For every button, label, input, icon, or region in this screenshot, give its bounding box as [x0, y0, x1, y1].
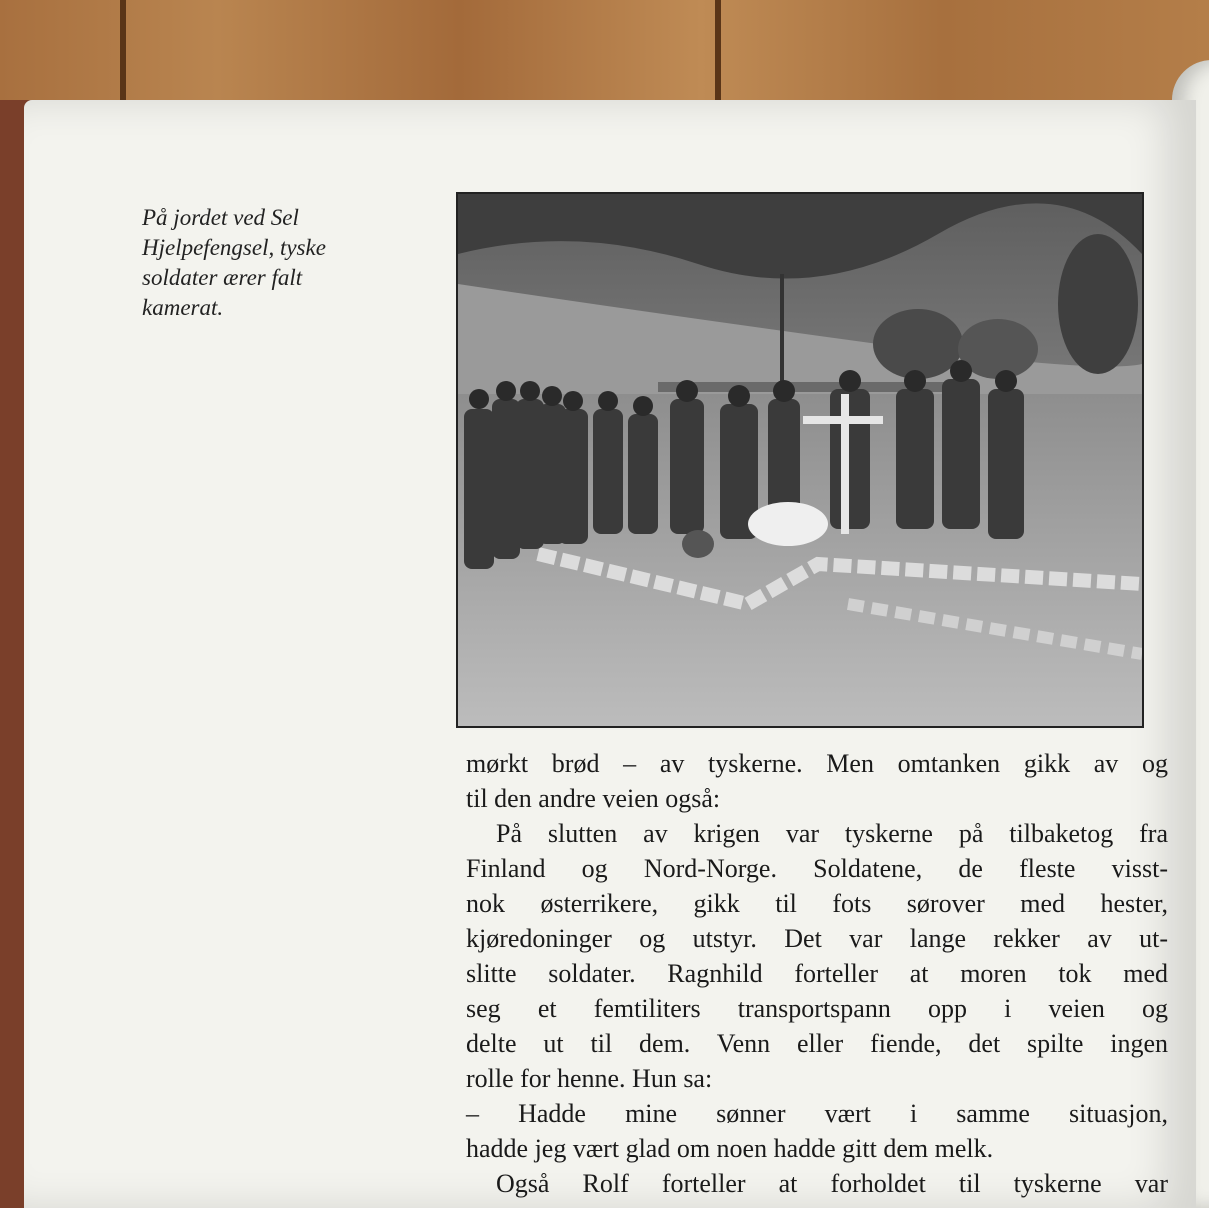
- bush: [1058, 234, 1138, 374]
- caption-line: kamerat.: [142, 295, 224, 320]
- caption-line: soldater ærer falt: [142, 265, 303, 290]
- flower-bunch: [682, 530, 714, 558]
- text-line: kjøredoninger og utstyr. Det var lange rekker av ut-: [466, 924, 1168, 953]
- caption-line: Hjelpefengsel, tyske: [142, 235, 326, 260]
- body-text: [466, 746, 1168, 1201]
- plank-seam: [715, 0, 721, 110]
- text-line: slitte soldater. Ragnhild forteller at moren tok med: [466, 959, 1168, 988]
- text-line: seg et femtiliters transportspann opp i veien og: [466, 994, 1168, 1023]
- flower-wreath: [748, 502, 828, 546]
- text-line: Finland og Nord-Norge. Soldatene, de fleste visst-: [466, 854, 1168, 883]
- text-line: delte ut til dem. Venn eller fiende, det spilte ingen: [466, 1029, 1168, 1058]
- photograph: [456, 192, 1144, 728]
- photo-caption: [142, 203, 402, 323]
- text-line: mørkt brød – av tyskerne. Men omtanken gikk av og: [466, 749, 1168, 778]
- plank-seam: [120, 0, 126, 110]
- text-line: Også Rolf forteller at forholdet til tyskerne var: [496, 1169, 1168, 1198]
- memorial-cross: [841, 394, 849, 534]
- text-line: – Hadde mine sønner vært i samme situasjon,: [466, 1099, 1168, 1128]
- text-line: På slutten av krigen var tyskerne på tilbaketog fra: [496, 819, 1168, 848]
- caption-line: På jordet ved Sel: [142, 205, 299, 230]
- memorial-cross-bar: [803, 416, 883, 424]
- text-line: til den andre veien også:: [466, 784, 721, 813]
- soldiers-memorial-photo: [458, 194, 1142, 726]
- text-line: hadde jeg vært glad om noen hadde gitt dem melk.: [466, 1134, 994, 1163]
- telegraph-pole: [780, 274, 784, 384]
- bush: [873, 309, 963, 379]
- text-line: rolle for henne. Hun sa:: [466, 1064, 713, 1093]
- text-line: nok østerrikere, gikk til fots sørover med hester,: [466, 889, 1168, 918]
